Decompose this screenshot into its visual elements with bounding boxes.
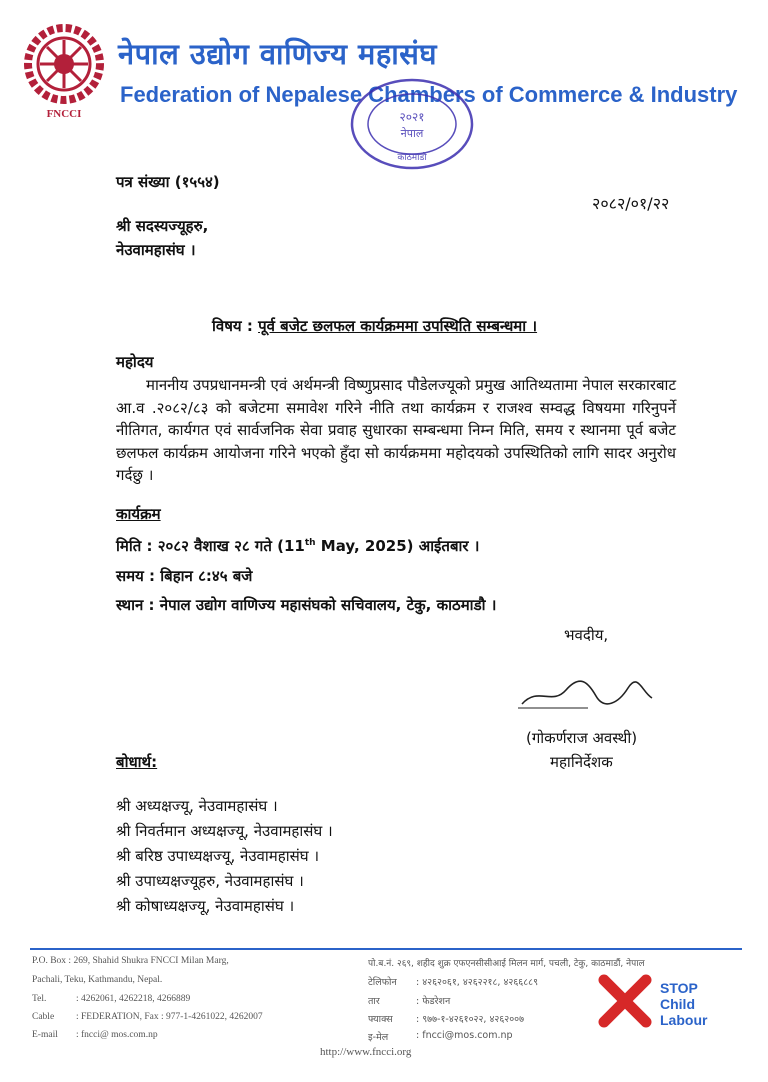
body-paragraph: माननीय उपप्रधानमन्त्री एवं अर्थमन्त्री विष्णुप्रसाद पौडेलज्यूको प्रमुख आतिथ्यतामा नेपाल सरकारबाट आ.व .२०८२/८३ को बजेटमा समावेश गरिने नीति तथा कार्यक्रम र राजश्व सम्वद्ध विषयमा गरिनुपर्ने नीतिगत, कार्यगत एवं सार्वजनिक सेवा प्रवाह सुधारका सम्बन्धमा निम्न मिति, समय र स्थानमा पूर्व बजेट छलफल कार्यक्रम आयोजना गरिने भएको हुँदा सो कार्यक्रममा महोदयको उपस्थितिको लागि सादर अनुरोध गर्दछु । [116, 376, 676, 484]
signer-name: (गोकर्णराज अवस्थी) [526, 729, 638, 747]
letter-reference: पत्र संख्या (१५५४) [116, 173, 220, 191]
footer-url[interactable]: http://www.fncci.org [320, 1046, 412, 1058]
footer-email-np: : fncci@mos.com.np [416, 1030, 513, 1041]
program-heading: कार्यक्रम [116, 505, 161, 523]
stop-line-1: STOP [660, 980, 698, 996]
stop-line-2: Child [660, 996, 695, 1012]
subject-text: पूर्व बजेट छलफल कार्यक्रममा उपस्थिति सम्बन्धमा । [258, 317, 538, 335]
footer-cable-label-np: तार [368, 996, 380, 1007]
subject-label: विषय : [212, 317, 253, 335]
stop-line-3: Labour [660, 1012, 708, 1028]
cc-item: श्री कोषाध्यक्षज्यू, नेउवामहासंघ । [116, 897, 295, 915]
signature [518, 676, 658, 712]
footer-email-label-en: E-mail [32, 1030, 58, 1040]
subject-line [212, 316, 537, 336]
program-time: समय : बिहान ८:४५ बजे [116, 567, 253, 585]
addressee-line-2: नेउवामहासंघ । [116, 241, 196, 259]
footer-cable-label-en: Cable [32, 1012, 55, 1022]
footer-tel-en: : 4262061, 4262218, 4266889 [76, 994, 191, 1004]
program-date [116, 536, 479, 556]
logo-caption: FNCCI [46, 108, 82, 120]
cc-heading: बोधार्थ: [116, 753, 158, 771]
cc-item: श्री निवर्तमान अध्यक्षज्यू, नेउवामहासंघ । [116, 822, 333, 840]
footer-address-en-2: Pachali, Teku, Kathmandu, Nepal. [32, 975, 163, 985]
footer-tel-label-np: टेलिफोन [368, 977, 397, 988]
footer-fax-label-np: फ्याक्स [368, 1014, 393, 1025]
stamp-year: २०२१ [399, 110, 425, 124]
stop-child-labour-x-icon [598, 974, 652, 1028]
org-name-english: Federation of Nepalese Chambers of Commerce & Industry [120, 82, 738, 107]
signer-title: महानिर्देशक [550, 753, 613, 771]
closing: भवदीय, [564, 626, 609, 644]
addressee-line-1: श्री सदस्यज्यूहरु, [116, 217, 209, 235]
salutation: महोदय [116, 353, 154, 371]
footer-email-en: : fncci@ mos.com.np [76, 1030, 158, 1040]
footer-address-en-1: P.O. Box : 269, Shahid Shukra FNCCI Milan Marg, [32, 956, 229, 966]
footer-fax-np: : ९७७-१-४२६१०२२, ४२६२००७ [416, 1014, 525, 1025]
cc-item: श्री बरिष्ठ उपाध्यक्षज्यू, नेउवामहासंघ । [116, 847, 320, 865]
fncci-logo [20, 22, 108, 122]
office-stamp [348, 78, 476, 170]
stop-child-labour-text [660, 980, 707, 1028]
stamp-city: काठमाडौं [397, 153, 427, 163]
org-name-nepali: नेपाल उद्योग वाणिज्य महासंघ [118, 37, 438, 71]
letter-body [116, 374, 676, 487]
program-date-pre: मिति : २०८२ वैशाख २८ गते (11 [116, 537, 305, 555]
cc-item: श्री उपाध्यक्षज्यूहरु, नेउवामहासंघ । [116, 872, 304, 890]
footer-divider [30, 948, 742, 950]
footer-cable-en: : FEDERATION, Fax : 977-1-4261022, 4262007 [76, 1012, 263, 1022]
program-date-post: May, 2025) आईतबार । [315, 537, 480, 555]
footer-tel-np: : ४२६२०६१, ४२६२२१८, ४२६६८८९ [416, 977, 539, 988]
letter-date: २०८२/०१/२२ [592, 194, 670, 213]
program-date-sup: th [304, 538, 316, 548]
footer-cable-np: : फेडरेशन [416, 996, 451, 1007]
cc-item: श्री अध्यक्षज्यू, नेउवामहासंघ । [116, 797, 278, 815]
footer-tel-label-en: Tel. [32, 994, 47, 1004]
footer-email-label-np: इ-मेल [368, 1032, 389, 1043]
stamp-place: नेपाल [400, 127, 424, 140]
footer-address-np: पो.ब.नं. २६९, शहीद शुक्र एफएनसीसीआई मिलन मार्ग, पचली, टेकु, काठमाडौं, नेपाल [368, 959, 645, 969]
program-place: स्थान : नेपाल उद्योग वाणिज्य महासंघको सचिवालय, टेकु, काठमाडौ । [116, 596, 497, 614]
